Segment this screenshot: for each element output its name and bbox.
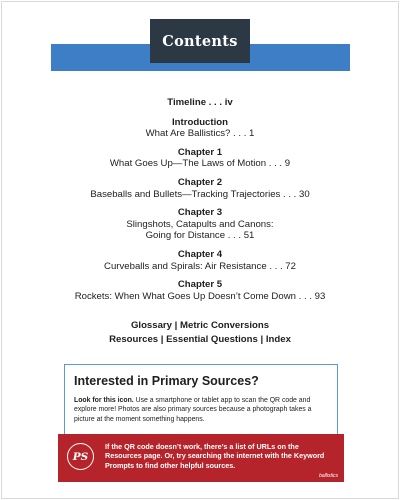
toc-back-matter xyxy=(40,319,360,347)
toc-entry-chapter-2 xyxy=(40,177,360,200)
page-title: Contents xyxy=(162,32,238,50)
brand-mark: ballistics xyxy=(319,473,338,479)
toc-entry-chapter-5 xyxy=(40,279,360,302)
toc-line: Baseballs and Bullets—Tracking Trajectories . . . 30 xyxy=(90,188,310,200)
toc-heading: Chapter 3 xyxy=(177,207,223,219)
primary-sources-text xyxy=(74,396,328,424)
toc-line: What Are Ballistics? . . . 1 xyxy=(145,128,255,140)
toc-heading: Chapter 4 xyxy=(177,248,223,260)
toc-heading: Chapter 5 xyxy=(177,279,223,291)
toc-heading: Chapter 1 xyxy=(177,146,223,158)
toc-entry-introduction xyxy=(40,117,360,140)
toc-heading: Introduction xyxy=(172,116,228,128)
toc-timeline xyxy=(40,97,360,109)
primary-sources-lead: Look for this icon. xyxy=(74,397,134,404)
table-of-contents xyxy=(40,97,360,347)
qr-notice-box xyxy=(58,434,344,482)
qr-notice-text: If the QR code doesn’t work, there’s a list of URLs on the Resources page. Or, try searching the internet with the Keyword Prompts to find other helpful sources. xyxy=(105,442,325,470)
back-matter-line: Glossary | Metric Conversions xyxy=(130,320,270,332)
toc-line: Going for Distance . . . 51 xyxy=(145,230,255,242)
toc-line: Curveballs and Spirals: Air Resistance . . . 72 xyxy=(104,260,296,272)
header-tab xyxy=(150,19,250,63)
toc-line: What Goes Up—The Laws of Motion . . . 9 xyxy=(109,158,291,170)
primary-sources-body: Use a smartphone or tablet app to scan the QR code and explore more! Photos are also primary sources because a photograph takes a picture at the moment something happens. xyxy=(74,397,312,423)
back-matter-line: Resources | Essential Questions | Index xyxy=(109,334,291,346)
toc-heading: Chapter 2 xyxy=(177,176,223,188)
toc-entry-chapter-4 xyxy=(40,249,360,272)
toc-entry-chapter-1 xyxy=(40,147,360,170)
primary-sources-title: Interested in Primary Sources? xyxy=(74,374,259,388)
primary-source-icon-label: PS xyxy=(72,450,89,463)
toc-entry-chapter-3 xyxy=(40,207,360,242)
toc-line: Slingshots, Catapults and Canons: xyxy=(126,218,274,230)
primary-source-icon xyxy=(67,443,94,470)
toc-timeline-text: Timeline . . . iv xyxy=(167,97,233,108)
toc-line: Rockets: When What Goes Up Doesn’t Come Down . . . 93 xyxy=(74,290,326,302)
